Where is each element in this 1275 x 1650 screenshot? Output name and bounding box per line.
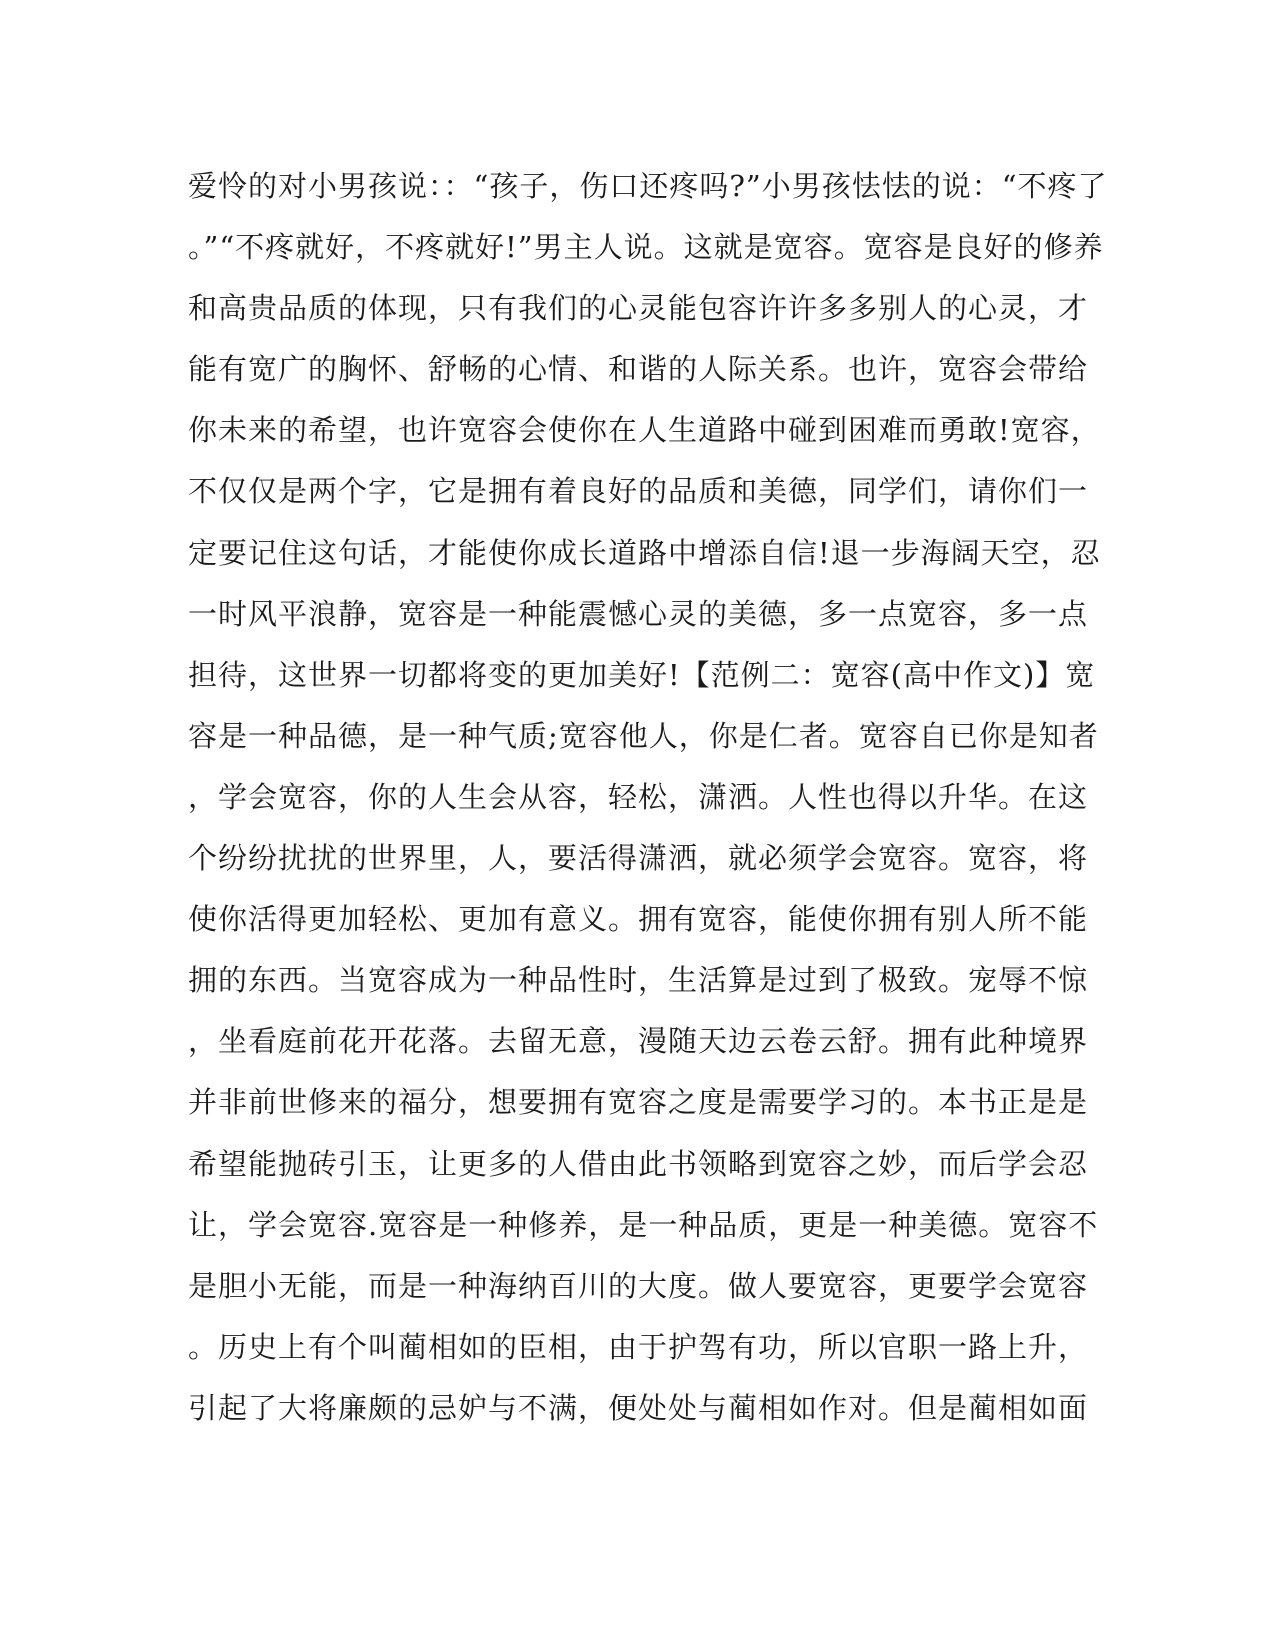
text-line: 一时风平浪静，宽容是一种能震憾心灵的美德，多一点宽容，多一点 <box>188 596 1089 631</box>
text-line: 不仅仅是两个字，它是拥有着良好的品质和美德，同学们，请你们一 <box>188 474 1089 509</box>
text-line: 使你活得更加轻松、更加有意义。拥有宽容，能使你拥有别人所不能 <box>188 902 1089 937</box>
text-line: ，学会宽容，你的人生会从容，轻松，潇洒。人性也得以升华。在这 <box>188 779 1089 814</box>
text-line: 和高贵品质的体现，只有我们的心灵能包容许许多多别人的心灵，才 <box>188 291 1089 326</box>
text-line: 并非前世修来的福分，想要拥有宽容之度是需要学习的。本书正是是 <box>188 1085 1089 1120</box>
text-line: 是胆小无能，而是一种海纳百川的大度。做人要宽容，更要学会宽容 <box>188 1268 1089 1303</box>
text-line: 能有宽广的胸怀、舒畅的心情、和谐的人际关系。也许，宽容会带给 <box>188 352 1089 387</box>
text-line: 你未来的希望，也许宽容会使你在人生道路中碰到困难而勇敢!宽容， <box>188 413 1101 448</box>
text-line: 希望能抛砖引玉，让更多的人借由此书领略到宽容之妙，而后学会忍 <box>188 1146 1089 1181</box>
text-line: 爱怜的对小男孩说：：“孩子，伤口还疼吗?”小男孩怯怯的说：“不疼了 <box>188 169 1108 203</box>
text-line: 拥的东西。当宽容成为一种品性时，生活算是过到了极致。宠辱不惊 <box>188 963 1089 998</box>
body-text <box>188 166 1108 1449</box>
text-line: ，坐看庭前花开花落。去留无意，漫随天边云卷云舒。拥有此种境界 <box>188 1024 1089 1059</box>
text-line: 。”“不疼就好，不疼就好!”男主人说。这就是宽容。宽容是良好的修养 <box>188 230 1104 265</box>
text-line: 容是一种品德，是一种气质;宽容他人，你是仁者。宽容自已你是知者 <box>188 718 1099 753</box>
text-line: 。历史上有个叫蔺相如的臣相，由于护驾有功，所以官职一路上升， <box>188 1329 1089 1364</box>
text-line: 担待，这世界一切都将变的更加美好!【范例二：宽容(高中作文)】宽 <box>188 657 1096 692</box>
text-line: 个纷纷扰扰的世界里，人，要活得潇洒，就必须学会宽容。宽容，将 <box>188 841 1089 876</box>
text-line: 让，学会宽容.宽容是一种修养，是一种品质，更是一种美德。宽容不 <box>188 1207 1099 1242</box>
text-line: 引起了大将廉颇的忌妒与不满，便处处与蔺相如作对。但是蔺相如面 <box>188 1390 1089 1425</box>
text-line: 定要记住这句话，才能使你成长道路中增添自信!退一步海阔天空，忍 <box>188 535 1101 570</box>
